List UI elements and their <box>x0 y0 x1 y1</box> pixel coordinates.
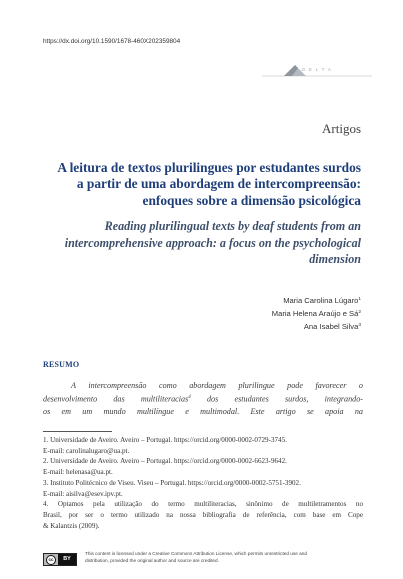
footnote-4: 4. Optamos pela utilização do termo multiliteracias, sinônimo de multiletramentos no Brasil, por ser o termo utilizado na nossa bibliografia de referência, com base em Cope & Kalantzis (2009). <box>43 500 363 530</box>
title-pt-line-1: A leitura de textos plurilingues por estudantes surdos <box>57 160 361 175</box>
author-1: Maria Carolina Lúgaro$^1$ <box>283 296 361 305</box>
title-pt-line-2: a partir de uma abordagem de intercompreensão: <box>76 176 361 192</box>
journal-logo-text: D E L T A <box>302 67 333 72</box>
section-label: Artigos <box>322 121 361 136</box>
title-en-line-1: Reading plurilingual texts by deaf students from an <box>104 219 361 233</box>
author-2: Maria Helena Araújo e $Sá^2$ <box>271 309 361 318</box>
doi-link[interactable]: https://dx.doi.org/10.1590/1678-460X202359804 <box>43 38 181 45</box>
abstract-line-2: desenvolvimento das multiliteracias$^4$ dos estudantes surdos, integrando- <box>43 394 363 404</box>
author-3: Ana Isabel Silva$^3$ <box>303 322 361 331</box>
title-en-line-3: dimension <box>309 252 361 266</box>
cc-by-label: BY <box>58 554 76 565</box>
license-text: This content is licensed under a Creative Commons Attribution License, which permits unrestricted use and distribution, provided the original author and source are credited. <box>85 551 307 563</box>
abstract-heading: RESUMO <box>43 360 80 369</box>
footnote-divider <box>43 431 112 432</box>
cc-license-badge[interactable] <box>43 553 77 566</box>
footnotes <box>43 435 363 531</box>
journal-logo <box>262 59 372 81</box>
abstract-body <box>43 380 363 418</box>
article-title-portuguese <box>21 160 361 209</box>
article-title-english <box>21 218 361 268</box>
abstract-line-3: os em um mundo multilíngue e multimodal. Este artigo se apoia na <box>43 407 363 417</box>
creative-commons-icon: cc <box>46 555 56 565</box>
title-en-line-2: intercomprehensive approach: a focus on the psychological <box>64 235 361 250</box>
abstract-line-1: A intercompreensão como abordagem plurilingue pode favorecer o <box>71 381 363 390</box>
title-pt-line-3: enfoques sobre a dimensão psicológica <box>142 192 361 208</box>
footnote-2: 2. Universidade de Aveiro. Aveiro – Portugal. https://orcid.org/0000-0002-6623-9642. E-mail: helenasa@ua.pt. <box>43 457 287 477</box>
footnote-3: 3. Instituto Politécnico de Viseu. Viseu – Portugal. https://orcid.org/0000-0002-5751-3902. E-mail: aisilva@esev.ipv.pt. <box>43 478 301 498</box>
footnote-1: 1. Universidade de Aveiro. Aveiro – Portugal. https://orcid.org/0000-0002-0729-3745. E-mail: carolinalugaro@ua.pt. <box>43 436 287 455</box>
